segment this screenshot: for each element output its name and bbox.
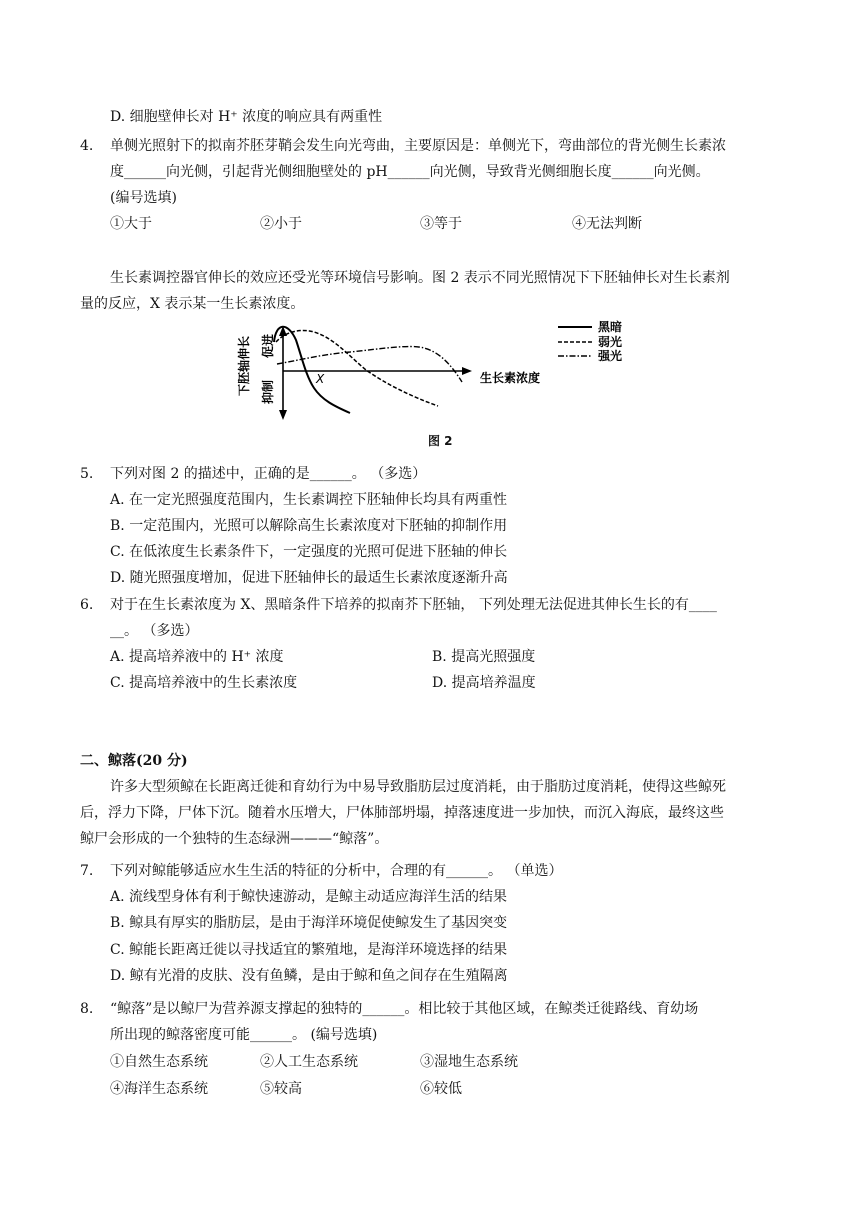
x-axis-label: 生长素浓度 bbox=[480, 371, 541, 385]
q7-option-c: C. 鲸能长距离迁徙以寻找适宜的繁殖地，是海洋环境选择的结果 bbox=[110, 942, 508, 958]
q8-stem-line2: 所出现的鲸落密度可能______。 (编号选填) bbox=[110, 1027, 378, 1043]
q4-option-1: ①大于 bbox=[110, 216, 152, 232]
q7-number: 7. bbox=[80, 863, 94, 879]
q5-number: 5. bbox=[80, 466, 94, 482]
legend-dark: 黑暗 bbox=[598, 320, 623, 334]
q6-number: 6. bbox=[80, 597, 94, 613]
q4-option-2: ②小于 bbox=[260, 216, 302, 232]
q4-stem-line1: 单侧光照射下的拟南芥胚芽鞘会发生向光弯曲，主要原因是：单侧光下，弯曲部位的背光侧生长素浓 bbox=[110, 138, 726, 154]
x-axis-arrow bbox=[462, 367, 472, 375]
figure-2-caption: 图 2 bbox=[428, 434, 453, 448]
q8-option-2: ②人工生态系统 bbox=[260, 1054, 358, 1070]
section-2-line3: 鲸尸会形成的一个独特的生态绿洲———“鲸落”。 bbox=[80, 831, 389, 847]
q7-option-d: D. 鲸有光滑的皮肤、没有鱼鳞，是由于鲸和鱼之间存在生殖隔离 bbox=[110, 968, 508, 984]
q8-stem-line1: “鲸落”是以鲸尸为营养源支撑起的独特的______。相比较于其他区域，在鲸类迁徙路线、育幼场 bbox=[110, 1001, 699, 1017]
q7-option-b: B. 鲸具有厚实的脂肪层，是由于海洋环境促使鲸发生了基因突变 bbox=[110, 915, 508, 931]
q3-option-d: D. 细胞壁伸长对 H⁺ 浓度的响应具有两重性 bbox=[110, 109, 383, 125]
q6-option-a: A. 提高培养液中的 H⁺ 浓度 bbox=[110, 649, 284, 665]
q5-option-d: D. 随光照强度增加，促进下胚轴伸长的最适生长素浓度逐渐升高 bbox=[110, 570, 508, 586]
curve-dark bbox=[274, 327, 350, 413]
q4-number: 4. bbox=[80, 138, 94, 154]
section-2-heading: 二、鲸落(20 分) bbox=[80, 753, 188, 769]
inhibit-label: 抑制 bbox=[261, 379, 275, 404]
q8-option-6: ⑥较低 bbox=[420, 1081, 462, 1097]
q5-option-c: C. 在低浓度生长素条件下，一定强度的光照可促进下胚轴的伸长 bbox=[110, 544, 508, 560]
legend-strong-light: 强光 bbox=[598, 349, 623, 363]
figure-2 bbox=[0, 0, 860, 460]
section-2-line2: 后，浮力下降，尸体下沉。随着水压增大，尸体肺部坍塌，掉落速度进一步加快，而沉入海底，最终这些 bbox=[80, 805, 724, 821]
q6-stem-line1: 对于在生长素浓度为 X、黑暗条件下培养的拟南芥下胚轴， 下列处理无法促进其伸长生长的有____ bbox=[110, 597, 717, 613]
q8-option-5: ⑤较高 bbox=[260, 1081, 302, 1097]
q8-number: 8. bbox=[80, 1001, 94, 1017]
q7-stem: 下列对鲸能够适应水生生活的特征的分析中，合理的有______。 （单选） bbox=[110, 863, 563, 879]
q4-stem-line2: 度______向光侧，引起背光侧细胞壁处的 pH______向光侧，导致背光侧细胞长度______向光侧。 bbox=[110, 164, 710, 180]
q4-instruction: (编号选填) bbox=[110, 190, 177, 206]
q6-option-d: D. 提高培养温度 bbox=[432, 675, 536, 691]
q5-option-a: A. 在一定光照强度范围内，生长素调控下胚轴伸长均具有两重性 bbox=[110, 492, 508, 508]
q7-option-a: A. 流线型身体有利于鲸快速游动，是鲸主动适应海洋生活的结果 bbox=[110, 889, 508, 905]
section-2-line1: 许多大型须鲸在长距离迁徙和育幼行为中易导致脂肪层过度消耗，由于脂肪过度消耗，使得这些鲸死 bbox=[110, 779, 726, 795]
q4-option-3: ③等于 bbox=[420, 216, 462, 232]
q8-option-1: ①自然生态系统 bbox=[110, 1054, 208, 1070]
x-mark-label: X bbox=[316, 372, 325, 386]
q6-option-c: C. 提高培养液中的生长素浓度 bbox=[110, 675, 298, 691]
q6-stem-line2: __。 （多选） bbox=[110, 623, 199, 639]
q4-option-4: ④无法判断 bbox=[572, 216, 642, 232]
q8-option-4: ④海洋生态系统 bbox=[110, 1081, 208, 1097]
curve-weak-light bbox=[276, 330, 438, 406]
legend-weak-light: 弱光 bbox=[598, 335, 623, 349]
y-axis-arrow-down bbox=[279, 410, 287, 420]
curve-strong-light bbox=[277, 347, 462, 382]
y-axis-label: 下胚轴伸长 bbox=[237, 335, 251, 396]
q8-option-3: ③湿地生态系统 bbox=[420, 1054, 518, 1070]
q5-option-b: B. 一定范围内，光照可以解除高生长素浓度对下胚轴的抑制作用 bbox=[110, 518, 508, 534]
passage-line1: 生长素调控器官伸长的效应还受光等环境信号影响。图 2 表示不同光照情况下下胚轴伸长对生长素剂 bbox=[110, 270, 730, 286]
passage-line2: 量的反应，X 表示某一生长素浓度。 bbox=[80, 296, 305, 312]
promote-label: 促进 bbox=[261, 333, 275, 358]
q5-stem: 下列对图 2 的描述中，正确的是______。 （多选） bbox=[110, 466, 427, 482]
q6-option-b: B. 提高光照强度 bbox=[432, 649, 536, 665]
